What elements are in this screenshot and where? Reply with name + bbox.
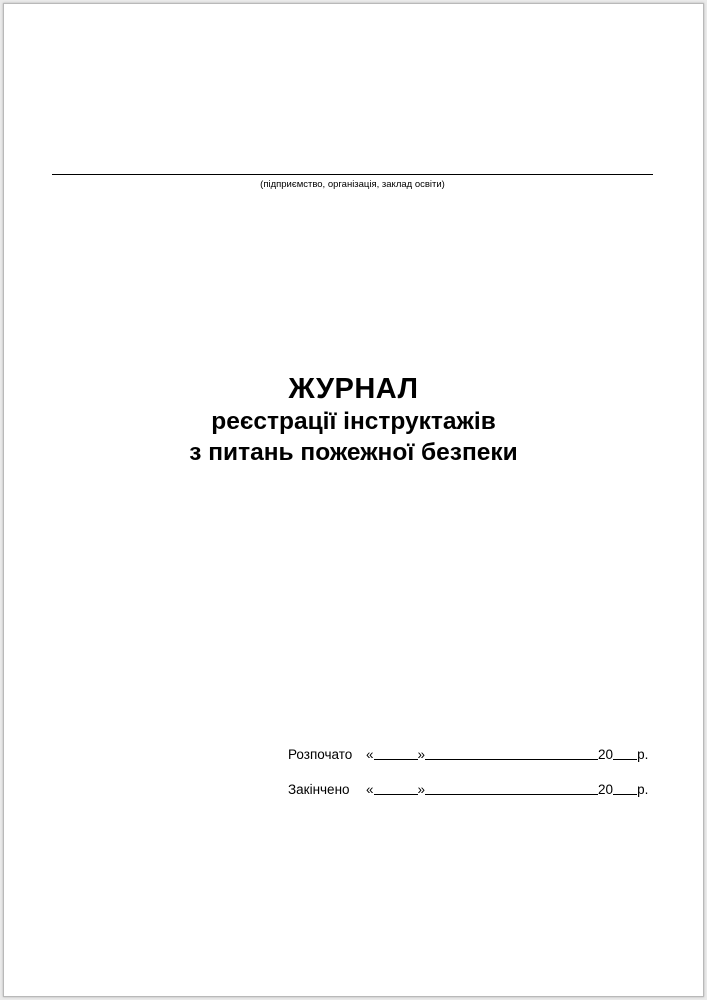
started-day-blank xyxy=(374,747,418,760)
finished-year-blank xyxy=(613,782,637,795)
started-date-row xyxy=(288,746,668,763)
journal-cover-page xyxy=(3,3,704,997)
finished-century: 20 xyxy=(598,782,614,797)
open-quote: « xyxy=(366,782,374,797)
journal-title xyxy=(4,372,703,468)
organization-name-line xyxy=(52,174,653,175)
finished-year-suffix: р. xyxy=(637,782,649,797)
finished-date-row xyxy=(288,781,668,798)
started-month-blank xyxy=(425,747,598,760)
started-label: Розпочато xyxy=(288,747,353,762)
finished-month-blank xyxy=(425,782,598,795)
title-line-2: реєстрації інструктажів xyxy=(211,408,496,435)
title-line-3: з питань пожежної безпеки xyxy=(189,439,518,466)
started-century: 20 xyxy=(598,747,614,762)
organization-caption: (підприємство, організація, заклад освіти) xyxy=(260,179,445,190)
started-year-suffix: р. xyxy=(637,747,649,762)
finished-day-blank xyxy=(374,782,418,795)
open-quote: « xyxy=(366,747,374,762)
close-quote: » xyxy=(417,747,426,762)
title-main: ЖУРНАЛ xyxy=(288,373,419,405)
started-year-blank xyxy=(613,747,637,760)
close-quote: » xyxy=(417,782,426,797)
finished-label: Закінчено xyxy=(288,782,350,797)
